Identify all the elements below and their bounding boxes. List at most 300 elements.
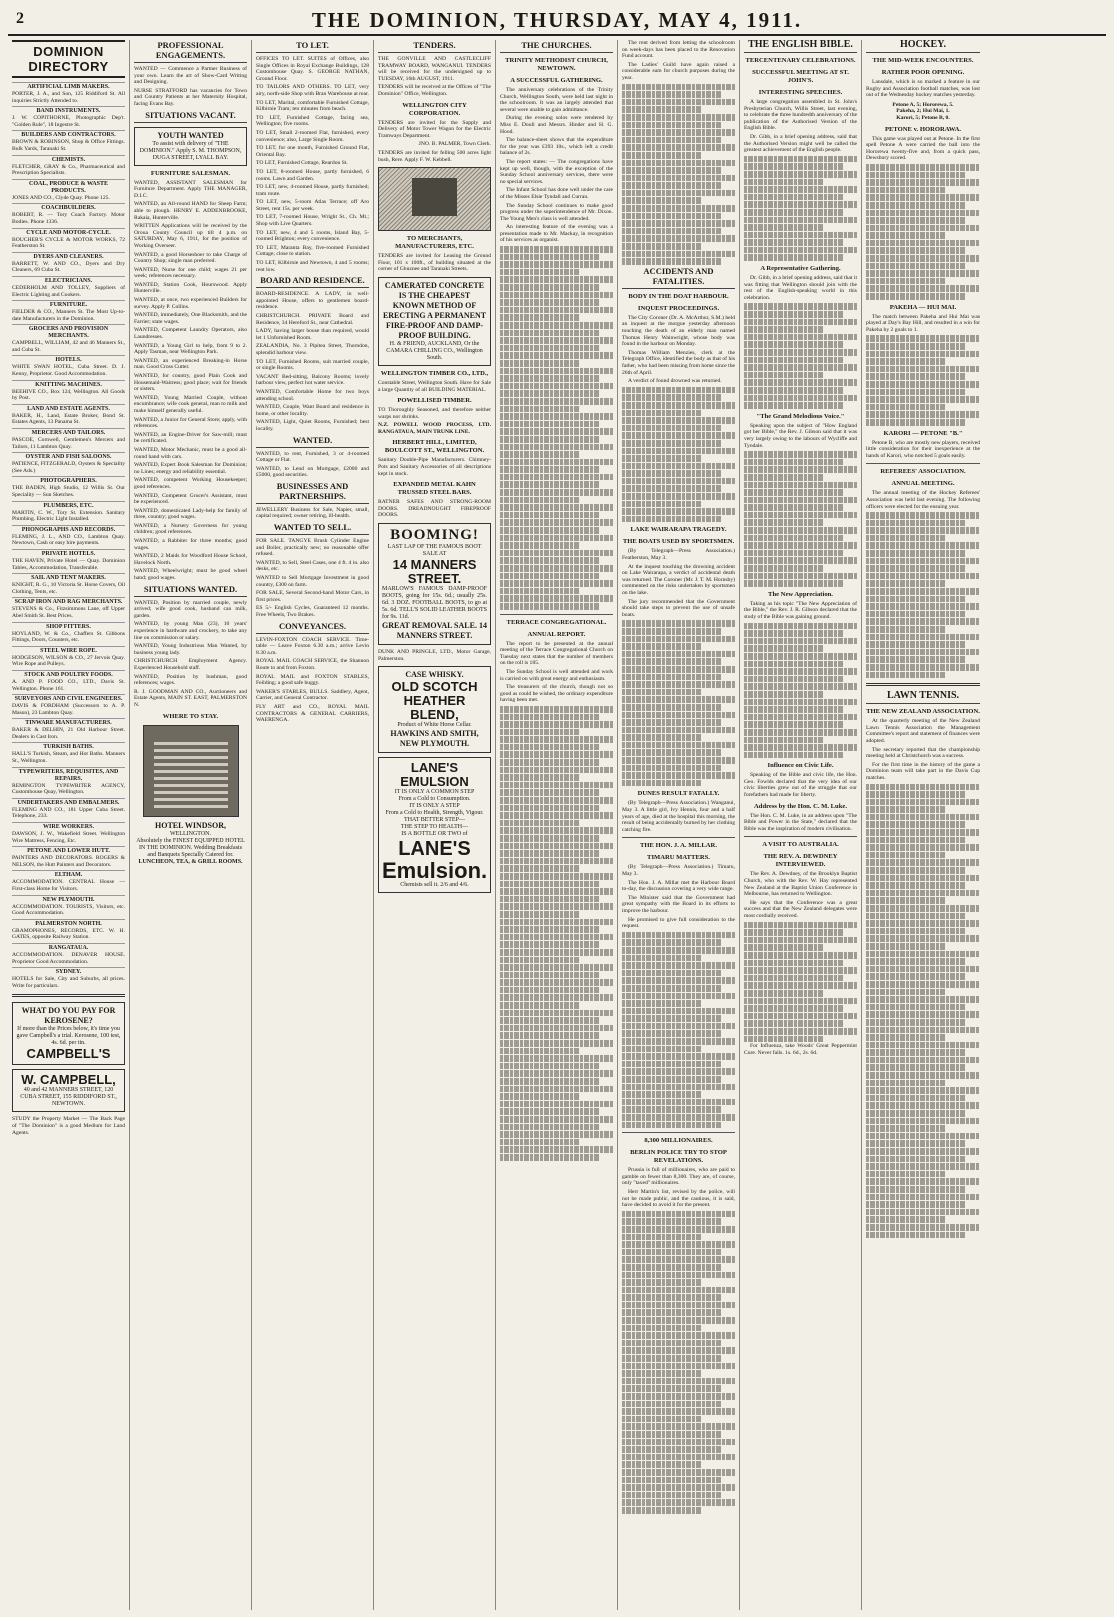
civic-body: Speaking of the Bible and civic life, the Hon. Geo. Fowlds declared that the very idea of our civic liberties grew out of the struggle that our forefathers had made for liberty. xyxy=(744,772,857,799)
powelised-body: TO Thoroughly Seasoned, and therefore neither warps nor shrinks. xyxy=(378,407,491,420)
small-print-line xyxy=(866,225,980,232)
small-print-line xyxy=(500,994,613,1001)
small-print-line xyxy=(622,440,721,447)
st-johns-heading: SUCCESSFUL MEETING AT ST. JOHN'S. xyxy=(752,69,849,84)
small-print-line xyxy=(500,941,599,948)
situations-vacant-heading: SITUATIONS VACANT. xyxy=(134,110,247,123)
small-print-line xyxy=(622,1000,701,1007)
directory-category: BAND INSTRUMENTS. xyxy=(12,106,125,115)
small-print-line xyxy=(866,951,980,958)
small-print-line xyxy=(622,152,701,159)
divider xyxy=(622,1132,735,1133)
column-situations xyxy=(130,40,252,1610)
directory-category: COACHBUILDERS. xyxy=(12,203,125,212)
small-print-line xyxy=(866,649,980,656)
directory-entry: PAINTERS AND DECORATORS. ROGERS & NELSON, the Hutt Painters and Decorators. xyxy=(12,855,125,868)
small-print-line xyxy=(622,160,735,167)
small-print-line xyxy=(500,535,613,542)
small-print-line xyxy=(866,1042,980,1049)
expanded-footer: RATNER SAFES AND STRONG-ROOM DOORS. DREADNOUGHT FIREPROOF DOORS. xyxy=(378,499,491,519)
small-print-line xyxy=(622,1363,735,1370)
directory-category: OYSTER AND FISH SALOONS. xyxy=(12,452,125,461)
small-print-line xyxy=(744,224,823,231)
small-print-line xyxy=(622,1030,721,1037)
tenders-list xyxy=(378,56,491,98)
booming-title: BOOMING! xyxy=(390,527,479,544)
hockey-score: Pakeha, 2; Hui Mai, 1. xyxy=(896,108,950,115)
small-print-line xyxy=(622,1249,721,1256)
article-paragraph: He says that the Conference was a great success and that the New Zealand delegates were most cordially received. xyxy=(744,899,857,919)
small-print-line xyxy=(622,129,735,136)
small-print-line xyxy=(622,1008,735,1015)
bible-article-continued xyxy=(744,451,857,587)
directory-category: CHEMISTS. xyxy=(12,155,125,164)
small-print-line xyxy=(622,636,735,643)
speeches-heading: INTERESTING SPEECHES. xyxy=(758,89,843,96)
conveyances-list xyxy=(256,637,369,724)
small-print-line xyxy=(744,482,857,489)
small-print-line xyxy=(866,852,946,859)
to-sell-list xyxy=(256,538,369,619)
small-print-line xyxy=(866,634,980,641)
classified-ad: WANTED, a Rabbiter for three months; good wages. xyxy=(134,538,247,551)
professional-list xyxy=(134,66,247,108)
classified-ad: WANTED, Wheelwright; must be good wheel hand; good wages. xyxy=(134,568,247,582)
article-paragraph: The jury recommended that the Government should take steps to prevent the use of unsafe boats. xyxy=(622,598,735,618)
small-print-line xyxy=(866,1072,980,1079)
small-print-line xyxy=(622,1114,735,1121)
small-print-line xyxy=(866,351,980,358)
directory-category: PETONE AND LOWER HUTT. xyxy=(12,846,125,855)
small-print-line xyxy=(866,626,946,633)
small-print-line xyxy=(622,1256,735,1263)
small-print-line xyxy=(866,580,946,587)
small-print-line xyxy=(622,932,735,939)
small-print-line xyxy=(500,721,613,728)
page-number: 2 xyxy=(16,10,24,27)
small-print-line xyxy=(622,1439,735,1446)
small-print-line xyxy=(500,352,613,359)
dunes-heading: DUNES RESULT FATALLY. xyxy=(637,790,720,798)
article-paragraph: (By Telegraph—Press Association.) Featherston, May 3. xyxy=(622,548,735,562)
small-print-line xyxy=(744,319,857,326)
small-print-line xyxy=(866,1027,980,1034)
small-print-line xyxy=(622,478,735,485)
small-print-line xyxy=(866,1216,946,1223)
small-print-line xyxy=(866,791,966,798)
classified-ad: WANTED, Nurse for one child; wages 21 per week; references necessary. xyxy=(134,266,247,280)
small-print-line xyxy=(622,1492,721,1499)
small-print-line xyxy=(622,190,735,197)
small-print-line xyxy=(622,643,701,650)
small-print-line xyxy=(622,1499,735,1506)
divider xyxy=(12,994,125,997)
divider xyxy=(744,836,857,837)
small-print-line xyxy=(866,535,946,542)
tender-notice: THE GONVILLE AND CASTLECLIFF TRAMWAY BOARD, WANGANUI. TENDERS will be received for the undersigned up to TUESDAY, 16th AUGUST, 1911. xyxy=(378,56,491,82)
australia-article xyxy=(744,871,857,1042)
classified-ad: WANTED, at once, two experienced Builders for survey. Apply P. Collins. xyxy=(134,297,247,310)
directory-entry: FLEMING AND CO., 181 Upper Cuba Street. Telephone, 233. xyxy=(12,806,125,820)
hotel-name: HOTEL WINDSOR, xyxy=(155,820,226,830)
expanded-metal-heading: EXPANDED METAL KAHN TRUSSED STEEL BARS. xyxy=(393,481,476,497)
small-print-line xyxy=(744,179,823,186)
small-print-line xyxy=(500,706,613,713)
classified-ad: NURSE STRATFORD has vacancies for Town and Country Patients at her Maternity Hospital, facing Evans Bay. xyxy=(134,87,247,107)
small-print-line xyxy=(866,664,980,671)
small-print-line xyxy=(622,144,735,151)
directory-category: SURVEYORS AND CIVIL ENGINEERS. xyxy=(12,694,125,703)
small-print-line xyxy=(744,311,843,318)
referees-heading: REFEREES' ASSOCIATION. xyxy=(880,468,966,476)
small-print-line xyxy=(500,466,599,473)
small-print-line xyxy=(866,247,966,254)
classified-ad: TO LET, 8-roomed House, partly furnished, 6 rooms. Lawn and Garden. xyxy=(256,168,369,182)
small-print-line xyxy=(500,284,599,291)
small-print-line xyxy=(744,254,843,261)
small-print-line xyxy=(866,210,980,217)
herbert-heading: HERBERT HILL, LIMITED, BOULCOTT ST., WELLINGTON. xyxy=(384,439,485,455)
small-print-line xyxy=(866,373,966,380)
small-print-line xyxy=(622,651,735,658)
hotel-footer: LUNCHEON, TEA, & GRILL ROOMS. xyxy=(138,858,243,865)
classified-ad: WANTED, 2 Maids for Woodford House School, Havelock North. xyxy=(134,553,247,566)
small-print-line xyxy=(500,1146,613,1153)
referees-continued xyxy=(866,512,980,678)
small-print-line xyxy=(866,1186,966,1193)
classified-ad: CHRISTCHURCH Employment Agency. Experienced Household staff. xyxy=(134,658,247,671)
small-print-line xyxy=(622,947,735,954)
divider xyxy=(500,614,613,615)
small-print-line xyxy=(866,202,966,209)
small-print-line xyxy=(500,292,613,299)
small-print-line xyxy=(500,881,599,888)
classified-ad: TO LET, for one month, Furnished Ground Flat, Oriental Bay. xyxy=(256,145,369,158)
small-print-line xyxy=(866,943,946,950)
directory-category: PHONOGRAPHS AND RECORDS. xyxy=(12,525,125,534)
directory-entry: STEVENS & Co., Fitzsimmons Lane, off Upper Abel Smith St. Best Prices. xyxy=(12,606,125,619)
small-print-line xyxy=(744,186,857,193)
divider xyxy=(866,683,980,686)
terrace-heading: TERRACE CONGREGATIONAL. xyxy=(506,618,607,626)
small-print-line xyxy=(622,99,735,106)
directory-entry: REMINGTON TYPEWRITER AGENCY, Customhouse Quay, Wellington. xyxy=(12,782,125,796)
small-print-line xyxy=(500,843,613,850)
classified-ad: FOR SALE, Several Second-hand Motor Cars, in first prices. xyxy=(256,590,369,603)
directory-entry: DAVIS & FORDHAM (Successors to A. P. Mason), 23 Lambton Quay. xyxy=(12,703,125,716)
classified-ad: WANTED, competent Working Housekeeper; good references. xyxy=(134,477,247,490)
small-print-line xyxy=(744,565,823,572)
small-print-line xyxy=(500,595,613,602)
millionaires-heading: 8,300 MILLIONAIRES. xyxy=(644,1137,713,1145)
small-print-line xyxy=(866,358,946,365)
small-print-line xyxy=(866,1102,980,1109)
small-print-line xyxy=(500,1101,613,1108)
directory-entry: PORTER, J. A., and Son, 125 Riddiford St. All inquiries Strictly Attended to. xyxy=(12,91,125,104)
classified-ad: TO LET, Small 2-roomed Flat, furnished, every convenience; also, Large Single Room. xyxy=(256,129,369,143)
small-print-line xyxy=(622,955,701,962)
small-print-line xyxy=(866,343,966,350)
directory-entry: HOYLAND, W. & Co., Chaffers St. Gibbons Fittings, Doors, Counters, etc. xyxy=(12,630,125,644)
whisky-brand: OLD SCOTCH HEATHER BLEND, xyxy=(391,679,478,723)
small-print-line xyxy=(866,1133,980,1140)
small-print-line xyxy=(622,1234,701,1241)
tercentenary-heading: TERCENTENARY CELEBRATIONS. xyxy=(745,57,856,64)
small-print-line xyxy=(866,573,980,580)
small-print-line xyxy=(866,217,966,224)
camerated-agent: H. & FRIEND, AUCKLAND, Or the CAMARA CHILLING CO., Wellington South. xyxy=(386,340,483,361)
small-print-line xyxy=(744,466,857,473)
small-print-line xyxy=(744,357,843,364)
article-paragraph: An interesting feature of the evening was a presentation made to Mr. Mackay, in recognition of his services as organist. xyxy=(500,224,613,244)
small-print-line xyxy=(622,485,721,492)
small-print-line xyxy=(500,322,613,329)
small-print-line xyxy=(866,512,980,519)
small-print-line xyxy=(866,1140,966,1147)
article-paragraph: For the first time in the history of the game a Dominion team will take part in the Davis Cup matches. xyxy=(866,761,980,781)
classified-ad: ROYAL MAIL and FOXTON STABLES, Feilding; a good safe buggy. xyxy=(256,673,369,687)
article-paragraph: The balance-sheet shows that the expenditure for the year was £393 10s., which left a credit balance of 2s. xyxy=(500,137,613,157)
directory-category: TURKISH BATHS. xyxy=(12,742,125,751)
directory-entry: WHITE SWAN HOTEL, Cuba Street. D. J. Kenny, Proprietor. Good Accommodation. xyxy=(12,364,125,378)
small-print-line xyxy=(622,508,735,515)
small-print-line xyxy=(622,1385,721,1392)
article-paragraph: The anniversary celebrations of the Trinity Church, Wellington South, were held last night in the schoolroom. It was an largely attended that several were unable to gain admittance. xyxy=(500,87,613,113)
to-let-heading: TO LET. xyxy=(256,40,369,53)
small-print-line xyxy=(866,875,980,882)
classified-ad: WANTED, Competent Grocer's Assistant, must be experienced. xyxy=(134,492,247,506)
small-print-line xyxy=(500,896,599,903)
small-print-line xyxy=(866,1110,966,1117)
small-print-line xyxy=(622,1484,735,1491)
directory-category: PHOTOGRAPHERS. xyxy=(12,476,125,485)
small-print-line xyxy=(622,674,721,681)
classified-ad: TO LET, 7-roomed House, Wright St., Ch. Mt.; Shop with Live Quarters. xyxy=(256,214,369,228)
small-print-line xyxy=(866,293,966,300)
small-print-line xyxy=(500,865,579,872)
small-print-line xyxy=(866,1178,980,1185)
game2-continued xyxy=(866,335,980,425)
business-heading: BUSINESSES AND PARTNERSHIPS. xyxy=(256,481,369,504)
lake-article xyxy=(622,548,735,786)
small-print-line xyxy=(866,1057,980,1064)
small-print-line xyxy=(866,882,966,889)
directory-entry: THE BADEN, High Studio, 12 Willis St. Our Speciality — Sun Sketches. xyxy=(12,485,125,498)
directory-entry: BAKER, H., Land, Estate Broker, Bond St. Estates Agents, 13 Panama St. xyxy=(12,412,125,426)
small-print-line xyxy=(500,1025,613,1032)
small-print-line xyxy=(500,406,579,413)
small-print-line xyxy=(500,820,579,827)
lanes-line: From a Cold to Consumption. xyxy=(398,796,471,803)
article-paragraph: The report to be presented at the annual meeting of the Terrace Congregational Church on Tuesday next states that the number of members on the roll is 185. xyxy=(500,640,613,667)
column-hockey xyxy=(862,40,984,1610)
small-print-line xyxy=(744,387,843,394)
article-paragraph: The Sunday School continues to make good progress under the superintendence of Mr. Dixon. The Young Men's class is well attended. xyxy=(500,202,613,222)
small-print-line xyxy=(500,512,599,519)
directory-entry: ROBERT, R. — Tory Coach Factory. Motor Bodies. Phone 1336. xyxy=(12,212,125,225)
whisky-heading: CASE WHISKY. xyxy=(405,670,464,680)
small-print-line xyxy=(500,1063,599,1070)
small-print-line xyxy=(622,977,735,984)
small-print-line xyxy=(622,742,735,749)
column-tenders xyxy=(374,40,496,1610)
city-corporation-heading: WELLINGTON CITY CORPORATION. xyxy=(402,101,467,117)
small-print-line xyxy=(622,243,701,250)
small-print-line xyxy=(622,1401,721,1408)
article-paragraph: At the quarterly meeting of the New Zealand Lawn Tennis Association the Management Committee's report and statement of finances were adopted. xyxy=(866,718,980,744)
small-print-line xyxy=(500,254,599,261)
classified-ad: WANTED, Young Married Couple, without encumbrance; wife cook general, man to milk and make himself generally useful. xyxy=(134,394,247,414)
small-print-line xyxy=(622,1469,735,1476)
directory-category: UNDERTAKERS AND EMBALMERS. xyxy=(12,798,125,807)
small-print-line xyxy=(622,696,735,703)
board-list xyxy=(256,291,369,432)
classified-ad: WANTED, a Junior for General Store; apply, with references. xyxy=(134,416,247,430)
small-print-line xyxy=(744,714,857,721)
small-print-line xyxy=(622,1272,735,1279)
small-print-line xyxy=(866,1171,946,1178)
article-paragraph: A large congregation assembled in St. John's Presbyterian Church, Willis Street, last evening, to celebrate the three hundredth anniversary of the publication of the Authorised Version of the English Bible. xyxy=(744,99,857,132)
conveyances-heading: CONVEYANCES. xyxy=(256,621,369,634)
directory-entry: DAWSON, J. W., Wakefield Street. Wellington Wire Mattress, Fencing, Etc. xyxy=(12,831,125,844)
small-print-line xyxy=(500,714,599,721)
small-print-line xyxy=(744,998,857,1005)
small-print-line xyxy=(866,806,946,813)
small-print-line xyxy=(622,1393,735,1400)
classified-ad: WANTED, a good Horseshoer to take Charge of Country Shop; single man preferred. xyxy=(134,251,247,265)
article-paragraph: The secretary reported that the championship meeting held at Christchurch was a success. xyxy=(866,746,980,760)
directory-category: SHOP FITTERS. xyxy=(12,622,125,631)
small-print-line xyxy=(622,455,701,462)
game2-body: The match between Pakeha and Hui Mai was played at Day's Bay Hill, and resulted in a win for Pakeha by 2 goals to 1. xyxy=(866,313,980,333)
small-print-line xyxy=(744,535,843,542)
classified-ad: WANTED, Position by bushman, good references; wages. xyxy=(134,673,247,687)
small-print-line xyxy=(622,1279,701,1286)
small-print-line xyxy=(622,939,721,946)
newspaper-title: THE DOMINION, THURSDAY, MAY 4, 1911. xyxy=(311,8,803,32)
annual-report-heading: ANNUAL REPORT. xyxy=(527,630,586,638)
furniture-heading: FURNITURE SALESMAN. xyxy=(150,169,231,177)
game2-heading: PAKEHA — HUI MAI. xyxy=(889,303,957,311)
classified-ad: OFFICES TO LET. SUITES of Offices, also Single Offices in Royal Exchange Buildings, 128 Customhouse Quay. S. GEORGE NATHAN, Ground Floor. xyxy=(256,56,369,82)
classified-ad: WANTED, Expert Book Salesman for Dominion; no Lines; energy and reliability essential. xyxy=(134,462,247,475)
classified-ad: ES 5/- English Cycles, Guaranteed 12 months. Free Wheels, Two Brakes. xyxy=(256,605,369,618)
camerated-concrete-ad xyxy=(378,277,491,366)
game3-heading: KARORI — PETONE "B." xyxy=(883,429,963,437)
small-print-line xyxy=(744,542,857,549)
small-print-line xyxy=(622,1084,735,1091)
small-print-line xyxy=(622,516,721,523)
small-print-line xyxy=(622,1218,721,1225)
booming-sub: LAST LAP OF THE FAMOUS BOOT SALE AT xyxy=(387,544,482,558)
accidents-heading: ACCIDENTS AND FATALITIES. xyxy=(622,266,735,289)
directory-category: FURNITURE. xyxy=(12,300,125,309)
small-print-line xyxy=(622,1370,701,1377)
small-print-line xyxy=(744,929,843,936)
millar-article xyxy=(622,864,735,1128)
small-print-line xyxy=(500,1040,613,1047)
herbert-body: Sanitary Double-Pipe Manufacturers. Chimney-Pots and Sanitary Accessories of all descriptions kept in stock. xyxy=(378,457,491,477)
small-print-line xyxy=(866,164,980,171)
small-print-line xyxy=(622,425,721,432)
divider xyxy=(622,837,735,838)
directory-category: ELECTRICIANS. xyxy=(12,276,125,285)
classified-ad: WAKER'S STABLES, BULLS. Saddlery, Agent, Carrier, and General Contractor. xyxy=(256,688,369,702)
small-print-line xyxy=(622,993,735,1000)
small-print-line xyxy=(866,565,966,572)
small-print-line xyxy=(500,246,613,253)
directory-category: CYCLE AND MOTOR-CYCLE. xyxy=(12,228,125,237)
wanted-list xyxy=(134,600,247,687)
article-paragraph: The Infant School has done well under the care of the Misses Elsie Tyndall and Curran. xyxy=(500,187,613,200)
small-print-line xyxy=(622,1226,735,1233)
small-print-line xyxy=(500,580,613,587)
small-print-line xyxy=(744,341,843,348)
classified-ad: WANTED — Commence a Partner Business of your own. Learn the art of Show-Card Writing and Designing. xyxy=(134,66,247,86)
small-print-line xyxy=(622,1241,735,1248)
small-print-line xyxy=(744,683,857,690)
small-print-line xyxy=(744,653,857,660)
small-print-line xyxy=(866,263,966,270)
small-print-line xyxy=(622,757,735,764)
classified-ad: WANTED, Position by married couple, newly arrived; wife good cook, husband can milk, garden. xyxy=(134,599,247,619)
to-sell-heading: WANTED TO SELL. xyxy=(256,522,369,535)
small-print-line xyxy=(744,209,843,216)
directory-category: NEW PLYMOUTH. xyxy=(12,895,125,904)
small-print-line xyxy=(866,255,980,262)
small-print-line xyxy=(622,251,735,258)
small-print-line xyxy=(500,436,599,443)
booming-body: MARLOW'S FAMOUS DAMP-PROOF BOOTS, going for 15s. 6d.; usually 25s. 6d. 3 DOZ. FOOTBALL BOOTS, to go at 5s. 6d. TELL'S SOLID LEATHER BOOTS for 9s. 11d. xyxy=(382,586,487,621)
small-print-line xyxy=(622,734,701,741)
lanes-line: IT IS ONLY A STEP xyxy=(409,803,460,810)
small-print-line xyxy=(500,934,613,941)
small-print-line xyxy=(500,398,613,405)
small-print-line xyxy=(866,1011,980,1018)
article-paragraph: Herr Martin's list, revised by the police, will not be made public, and the cautious, it is said, have decided to avoid it for the present. xyxy=(622,1188,735,1209)
kerosene-brand: CAMPBELL'S xyxy=(26,1046,111,1062)
small-print-line xyxy=(500,751,613,758)
small-print-line xyxy=(866,844,980,851)
small-print-line xyxy=(622,1106,721,1113)
small-print-line xyxy=(866,837,966,844)
luke-heading: Address by the Hon. C. M. Luke. xyxy=(754,802,847,810)
classified-ad: WANTED, an All-round HAND for Sheep Farm; able to plough. HENRY E. ADDENBROOKE, Rakaia, Hunterville. xyxy=(134,201,247,221)
hotel-body: Absolutely the FINEST EQUIPPED HOTEL IN THE DOMINION. Wedding Breakfasts and Banquets Specially Catered for. xyxy=(136,837,245,858)
small-print-line xyxy=(622,1454,735,1461)
lanes-price: Chemists sell it. 2/6 and 4/6. xyxy=(400,882,469,889)
trinity-article xyxy=(500,87,613,610)
small-print-line xyxy=(744,497,857,504)
small-print-line xyxy=(866,396,980,403)
small-print-line xyxy=(622,1076,721,1083)
directory-entry: FLEMING, J. L., AND CO., Lambton Quay. Newtown, Cash or easy hire payments. xyxy=(12,533,125,547)
small-print-line xyxy=(866,187,946,194)
small-print-line xyxy=(500,767,613,774)
lanes-line: IS A BOTTLE OR TWO of xyxy=(401,831,468,838)
small-print-line xyxy=(500,497,579,504)
nz-association-heading: THE NEW ZEALAND ASSOCIATION. xyxy=(866,708,980,716)
classified-ad: TO LET, Marital, comfortable Furnished Cottage, Kilbirnie Tram; ten minutes from beach. xyxy=(256,99,369,113)
small-print-line xyxy=(500,964,613,971)
small-print-line xyxy=(500,774,579,781)
small-print-line xyxy=(622,689,701,696)
classified-ad: TO LET, Maranta Bay, five-roomed Furnished Cottage; close to station. xyxy=(256,244,369,258)
small-print-line xyxy=(500,797,613,804)
article-paragraph: The rent derived from letting the schoolroom on week-days has been placed to the Renovation Fund account. xyxy=(622,40,735,60)
small-print-line xyxy=(744,512,857,519)
small-print-line xyxy=(866,1125,946,1132)
